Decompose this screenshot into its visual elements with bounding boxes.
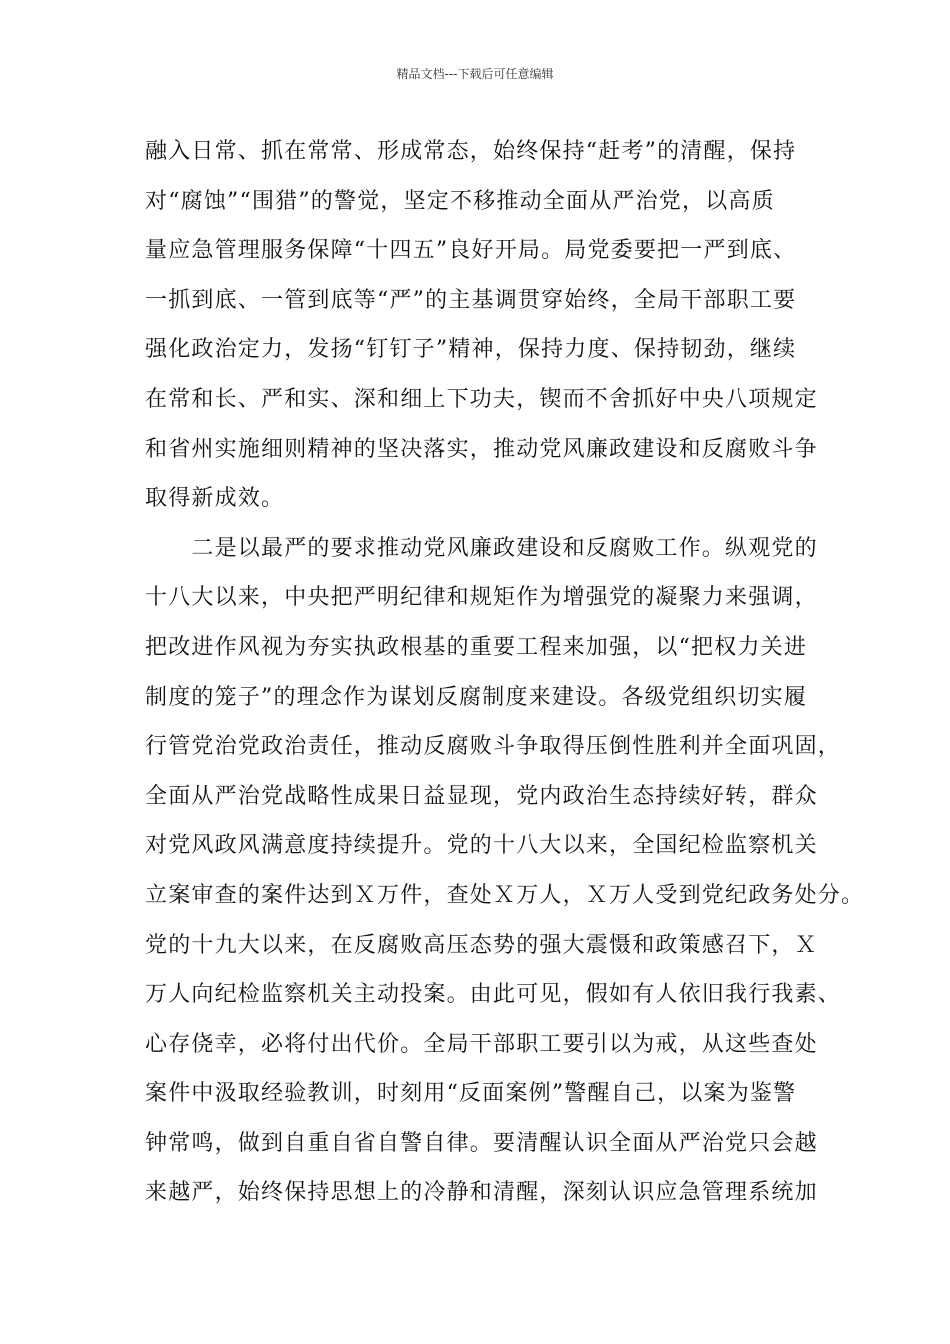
text-line: 心存侥幸，必将付出代价。全局干部职工要引以为戒，从这些查处 (145, 1031, 818, 1057)
paragraph-1 (145, 130, 818, 527)
text-line: 强化政治定力，发扬“钉钉子”精神，保持力度、保持韧劲，继续 (145, 337, 797, 363)
text-line: 对“腐蚀”“围猎”的警觉，坚定不移推动全面从严治党，以高质 (145, 188, 775, 214)
text-line: 二是以最严的要求推动党风廉政建设和反腐败工作。纵观党的 (145, 535, 818, 561)
text-line: 来越严，始终保持思想上的冷静和清醒，深刻认识应急管理系统加 (145, 1180, 818, 1206)
text-line: 党的十九大以来，在反腐败高压态势的强大震慑和政策感召下，Ｘ (145, 932, 818, 958)
paragraph-2 (145, 527, 865, 1221)
text-line: 全面从严治党战略性成果日益显现，党内政治生态持续好转，群众 (145, 783, 818, 809)
text-line: 对党风政风满意度持续提升。党的十八大以来，全国纪检监察机关 (145, 833, 818, 859)
text-line: 把改进作风视为夯实执政根基的重要工程来加强，以“把权力关进 (145, 634, 808, 660)
page-header: 精品文档---下载后可任意编辑 (396, 67, 554, 81)
text-line: 钟常鸣，做到自重自省自警自律。要清醒认识全面从严治党只会越 (145, 1130, 818, 1156)
text-line: 取得新成效。 (145, 486, 285, 512)
text-line: 融入日常、抓在常常、形成常态，始终保持“赶考”的清醒，保持 (145, 139, 797, 164)
text-line: 在常和长、严和实、深和细上下功夫，锲而不舍抓好中央八项规定 (145, 386, 818, 412)
text-line: 万人向纪检监察机关主动投案。由此可见，假如有人依旧我行我素、 (145, 982, 842, 1008)
text-line: 立案审查的案件达到Ｘ万件，查处Ｘ万人，Ｘ万人受到党纪政务处分。 (145, 882, 865, 908)
text-line: 制度的笼子”的理念作为谋划反腐制度来建设。各级党组织切实履 (145, 684, 808, 710)
text-line: 一抓到底、一管到底等“严”的主基调贯穿始终，全局干部职工要 (145, 287, 797, 313)
text-line: 十八大以来，中央把严明纪律和规矩作为增强党的凝聚力来强调， (145, 585, 818, 611)
text-line: 案件中汲取经验教训，时刻用“反面案例”警醒自己，以案为鉴警 (145, 1081, 797, 1107)
text-line: 行管党治党政治责任，推动反腐败斗争取得压倒性胜利并全面巩固， (145, 734, 842, 760)
document-body (145, 130, 865, 1221)
text-line: 量应急管理服务保障“十四五”良好开局。局党委要把一严到底、 (145, 238, 797, 264)
text-line: 和省州实施细则精神的坚决落实，推动党风廉政建设和反腐败斗争 (145, 436, 818, 462)
